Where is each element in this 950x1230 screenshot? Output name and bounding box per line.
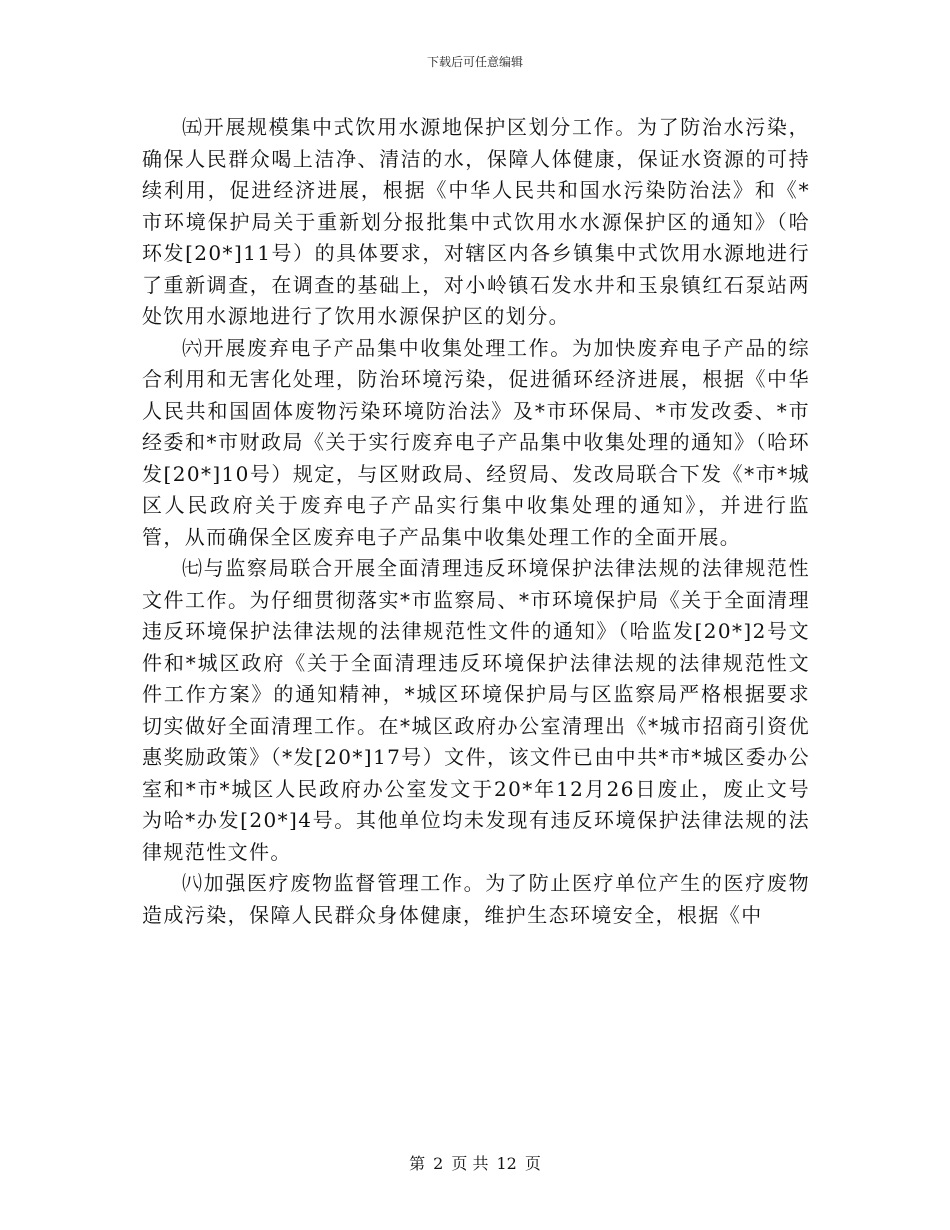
page-header: 下载后可任意编辑 [426, 55, 523, 69]
document-body [142, 112, 810, 931]
footer-suffix: 页 [524, 1154, 541, 1173]
paragraph-8: ㈧加强医疗废物监督管理工作。为了防止医疗单位产生的医疗废物造成污染，保障人民群众身体健康，维护生态环境安全，根据《中 [142, 871, 810, 927]
page-footer [0, 1153, 950, 1175]
footer-total-pages: 12 [496, 1154, 517, 1173]
footer-page-number: 2 [433, 1154, 444, 1173]
paragraph-6: ㈥开展废弃电子产品集中收集处理工作。为加快废弃电子产品的综合利用和无害化处理，防治环境污染，促进循环经济进展，根据《中华人民共和国固体废物污染环境防治法》及*市环保局、*市发改委、*市经委和*市财政局《关于实行废弃电子产品集中收集处理的通知》（哈环发[20*]10号）规定，与区财政局、经贸局、发改局联合下发《*市*城区人民政府关于废弃电子产品实行集中收集处理的通知》，并进行监管，从而确保全区废弃电子产品集中收集处理工作的全面开展。 [142, 335, 810, 549]
footer-middle: 页 共 [451, 1154, 489, 1173]
paragraph-5: ㈤开展规模集中式饮用水源地保护区划分工作。为了防治水污染，确保人民群众喝上洁净、清洁的水，保障人体健康，保证水资源的可持续利用，促进经济进展，根据《中华人民共和国水污染防治法》和《*市环境保护局关于重新划分报批集中式饮用水水源保护区的通知》（哈环发[20*]11号）的具体要求，对辖区内各乡镇集中式饮用水源地进行了重新调查，在调查的基础上，对小岭镇石发水井和玉泉镇红石泵站两处饮用水源地进行了饮用水源保护区的划分。 [142, 115, 810, 328]
paragraph-7: ㈦与监察局联合开展全面清理违反环境保护法律法规的法律规范性文件工作。为仔细贯彻落实*市监察局、*市环境保护局《关于全面清理违反环境保护法律法规的法律规范性文件的通知》（哈监发[20*]2号文件和*城区政府《关于全面清理违反环境保护法律法规的法律规范性文件工作方案》的通知精神，*城区环境保护局与区监察局严格根据要求切实做好全面清理工作。在*城区政府办公室清理出《*城市招商引资优惠奖励政策》（*发[20*]17号）文件，该文件已由中共*市*城区委办公室和*市*城区人民政府办公室发文于20*年12月26日废止，废止文号为哈*办发[20*]4号。其他单位均未发现有违反环境保护法律法规的法律规范性文件。 [142, 556, 810, 864]
footer-prefix: 第 [409, 1154, 426, 1173]
